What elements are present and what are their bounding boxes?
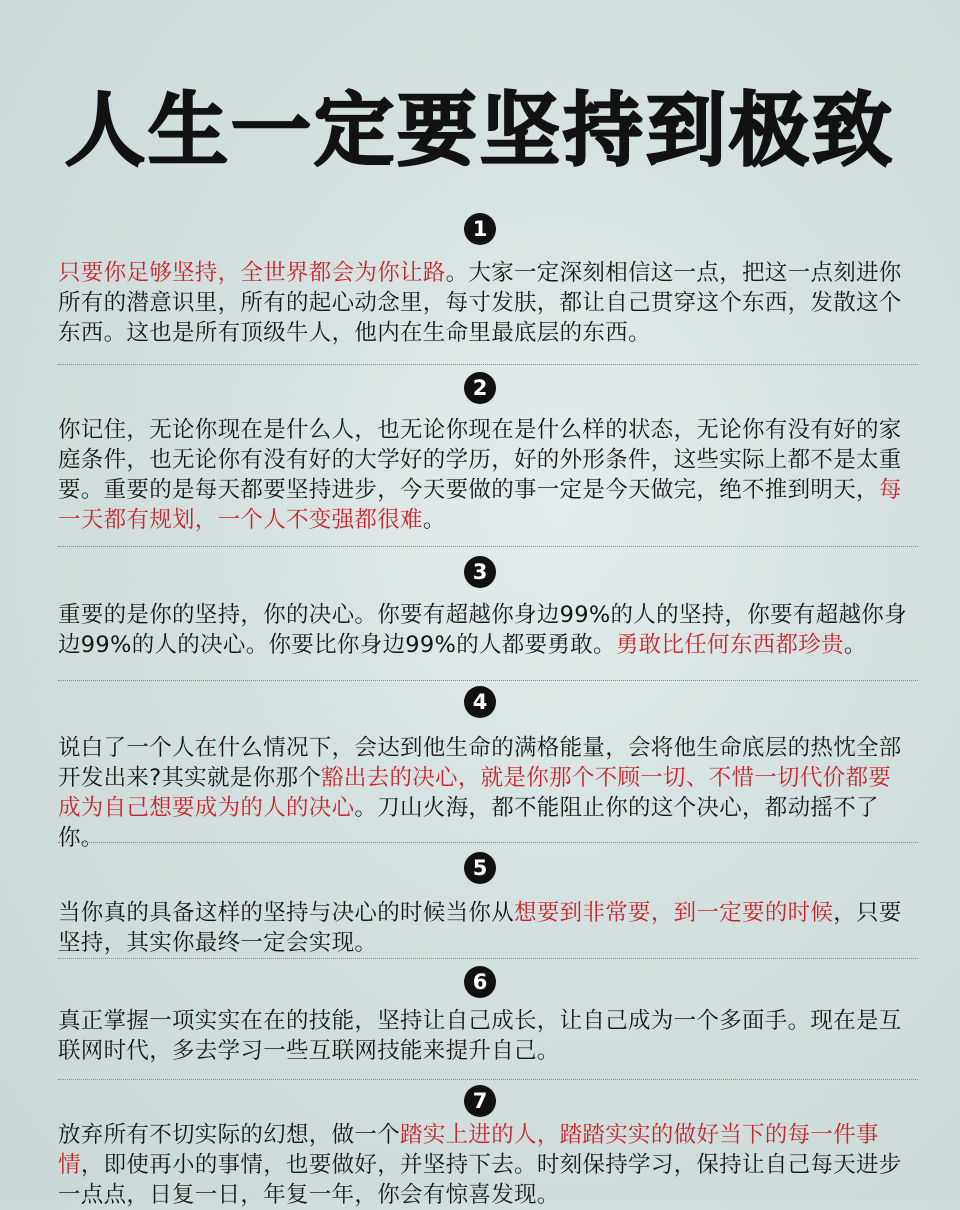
paragraph-6-text: 真正掌握一项实实在在的技能，坚持让自己成长，让自己成为一个多面手。现在是互联网时代，多去学习一些互联网技能来提升自己。 <box>58 1008 902 1064</box>
paragraph-7-text: 放弃所有不切实际的幻想，做一个 <box>58 1122 401 1148</box>
paragraph-5 <box>58 898 908 958</box>
paragraph-3-text-end: 。 <box>843 632 867 658</box>
paragraph-7 <box>58 1120 908 1210</box>
paragraph-2 <box>58 415 908 535</box>
section-divider <box>58 364 918 365</box>
paragraph-5-text: 当你真的具备这样的坚持与决心的时候当你从 <box>58 900 515 926</box>
paragraph-7-highlight: 踏实上进的人，踏踏实实的做好当下的每一件事情 <box>58 1122 879 1178</box>
section-divider <box>58 958 918 959</box>
paragraph-4-text-end: 。刀山火海，都不能阻止你的这个决心，都动摇不了你。 <box>58 795 879 851</box>
number-badge-6: 6 <box>464 966 496 998</box>
paragraph-2-highlight: 每一天都有规划，一个人不变强都很难 <box>58 477 902 533</box>
paragraph-4-highlight: 豁出去的决心，就是你那个不顾一切、不惜一切代价都要成为自己想要成为的人的决心 <box>58 765 892 821</box>
paragraph-5-text-end: ，只要坚持，其实你最终一定会实现。 <box>58 900 902 956</box>
paragraph-1 <box>58 258 908 348</box>
paragraph-3-text: 重要的是你的坚持，你的决心。你要有超越你身边99%的人的坚持，你要有超越你身边99%的人的决心。你要比你身边99%的人都要勇敢。 <box>58 602 907 658</box>
number-badge-1: 1 <box>464 213 496 245</box>
paragraph-5-highlight: 想要到非常要，到一定要的时候 <box>514 900 834 926</box>
number-badge-5: 5 <box>464 852 496 884</box>
section-divider <box>58 1079 918 1080</box>
paragraph-7-text-end: ，即使再小的事情，也要做好，并坚持下去。时刻保持学习，保持让自己每天进步一点点，日复一日，年复一年，你会有惊喜发现。 <box>58 1152 902 1208</box>
paragraph-1-text: 。大家一定深刻相信这一点，把这一点刻进你所有的潜意识里，所有的起心动念里，每寸发肤，都让自己贯穿这个东西，发散这个东西。这也是所有顶级牛人，他内在生命里最底层的东西。 <box>58 260 902 346</box>
page-title: 人生一定要坚持到极致 <box>65 84 895 177</box>
section-divider <box>58 680 918 681</box>
section-divider <box>58 546 918 547</box>
paragraph-2-text: 你记住，无论你现在是什么人，也无论你现在是什么样的状态，无论你有没有好的家庭条件，也无论你有没有好的大学好的学历，好的外形条件，这些实际上都不是太重要。重要的是每天都要坚持进步，今天要做的事一定是今天做完，绝不推到明天， <box>58 417 902 503</box>
number-badge-2: 2 <box>464 372 496 404</box>
paragraph-1-highlight: 只要你足够坚持，全世界都会为你让路 <box>58 260 446 286</box>
paragraph-6 <box>58 1006 908 1066</box>
paragraph-4-text: 说白了一个人在什么情况下，会达到他生命的满格能量，会将他生命底层的热忱全部开发出来?其实就是你那个 <box>58 735 902 791</box>
section-divider <box>58 842 918 843</box>
paragraph-2-text-end: 。 <box>422 507 446 533</box>
number-badge-3: 3 <box>464 556 496 588</box>
number-badge-7: 7 <box>464 1085 496 1117</box>
paragraph-3-highlight: 勇敢比任何东西都珍贵 <box>615 632 844 658</box>
number-badge-4: 4 <box>464 686 496 718</box>
paragraph-4 <box>58 733 908 853</box>
paragraph-3 <box>58 600 908 660</box>
